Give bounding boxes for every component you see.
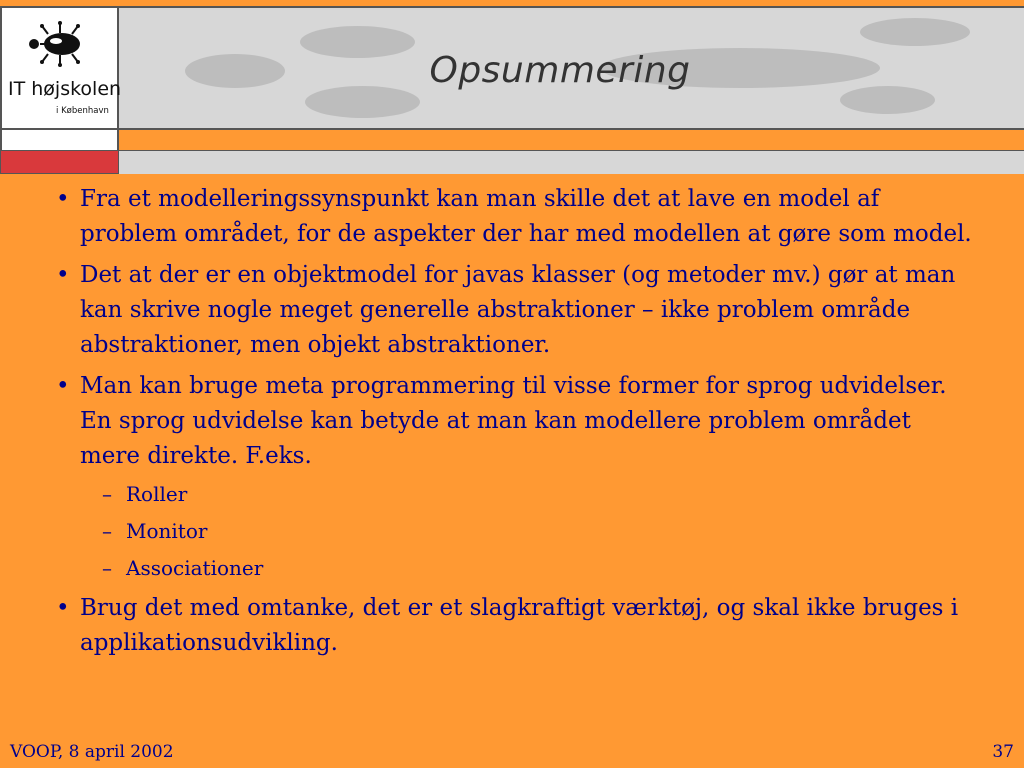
logo-name: IT højskolen: [8, 78, 122, 100]
gray-strip: [119, 150, 1024, 174]
bullet-item: • Man kan bruge meta programmering til visse former for sprog udvidelser. En sprog udvidelse kan betyde at man kan modellere problem området mere direkte. F.eks.: [56, 369, 976, 474]
slide-content: [56, 182, 976, 667]
bullet-item: • Det at der er en objektmodel for javas klasser (og metoder mv.) gør at man kan skrive nogle meget generelle abstraktioner – ikke problem område abstraktioner, men objekt abstraktioner.: [56, 258, 976, 363]
logo-base: [0, 130, 119, 150]
logo-subtitle: i København: [56, 106, 109, 116]
sub-bullet-item: – Associationer: [56, 554, 976, 583]
footer-date: VOOP, 8 april 2002: [10, 742, 174, 762]
slide-header: [0, 0, 1024, 175]
red-accent: [0, 150, 119, 174]
orange-strip: [119, 130, 1024, 148]
sub-bullet-item: – Monitor: [56, 517, 976, 546]
sub-bullet-item: – Roller: [56, 480, 976, 509]
logo: [0, 6, 122, 130]
slide-title: Opsummering: [429, 50, 691, 91]
bullet-item: • Fra et modelleringssynspunkt kan man skille det at lave en model af problem området, for de aspekter der har med modellen at gøre som model.: [56, 182, 976, 252]
decor-ellipse: [860, 18, 970, 46]
page-number: 37: [992, 742, 1014, 762]
bullet-item: • Brug det med omtanke, det er et slagkraftigt værktøj, og skal ikke bruges i applikationsudvikling.: [56, 591, 976, 661]
bug-logo-icon: [20, 14, 100, 74]
